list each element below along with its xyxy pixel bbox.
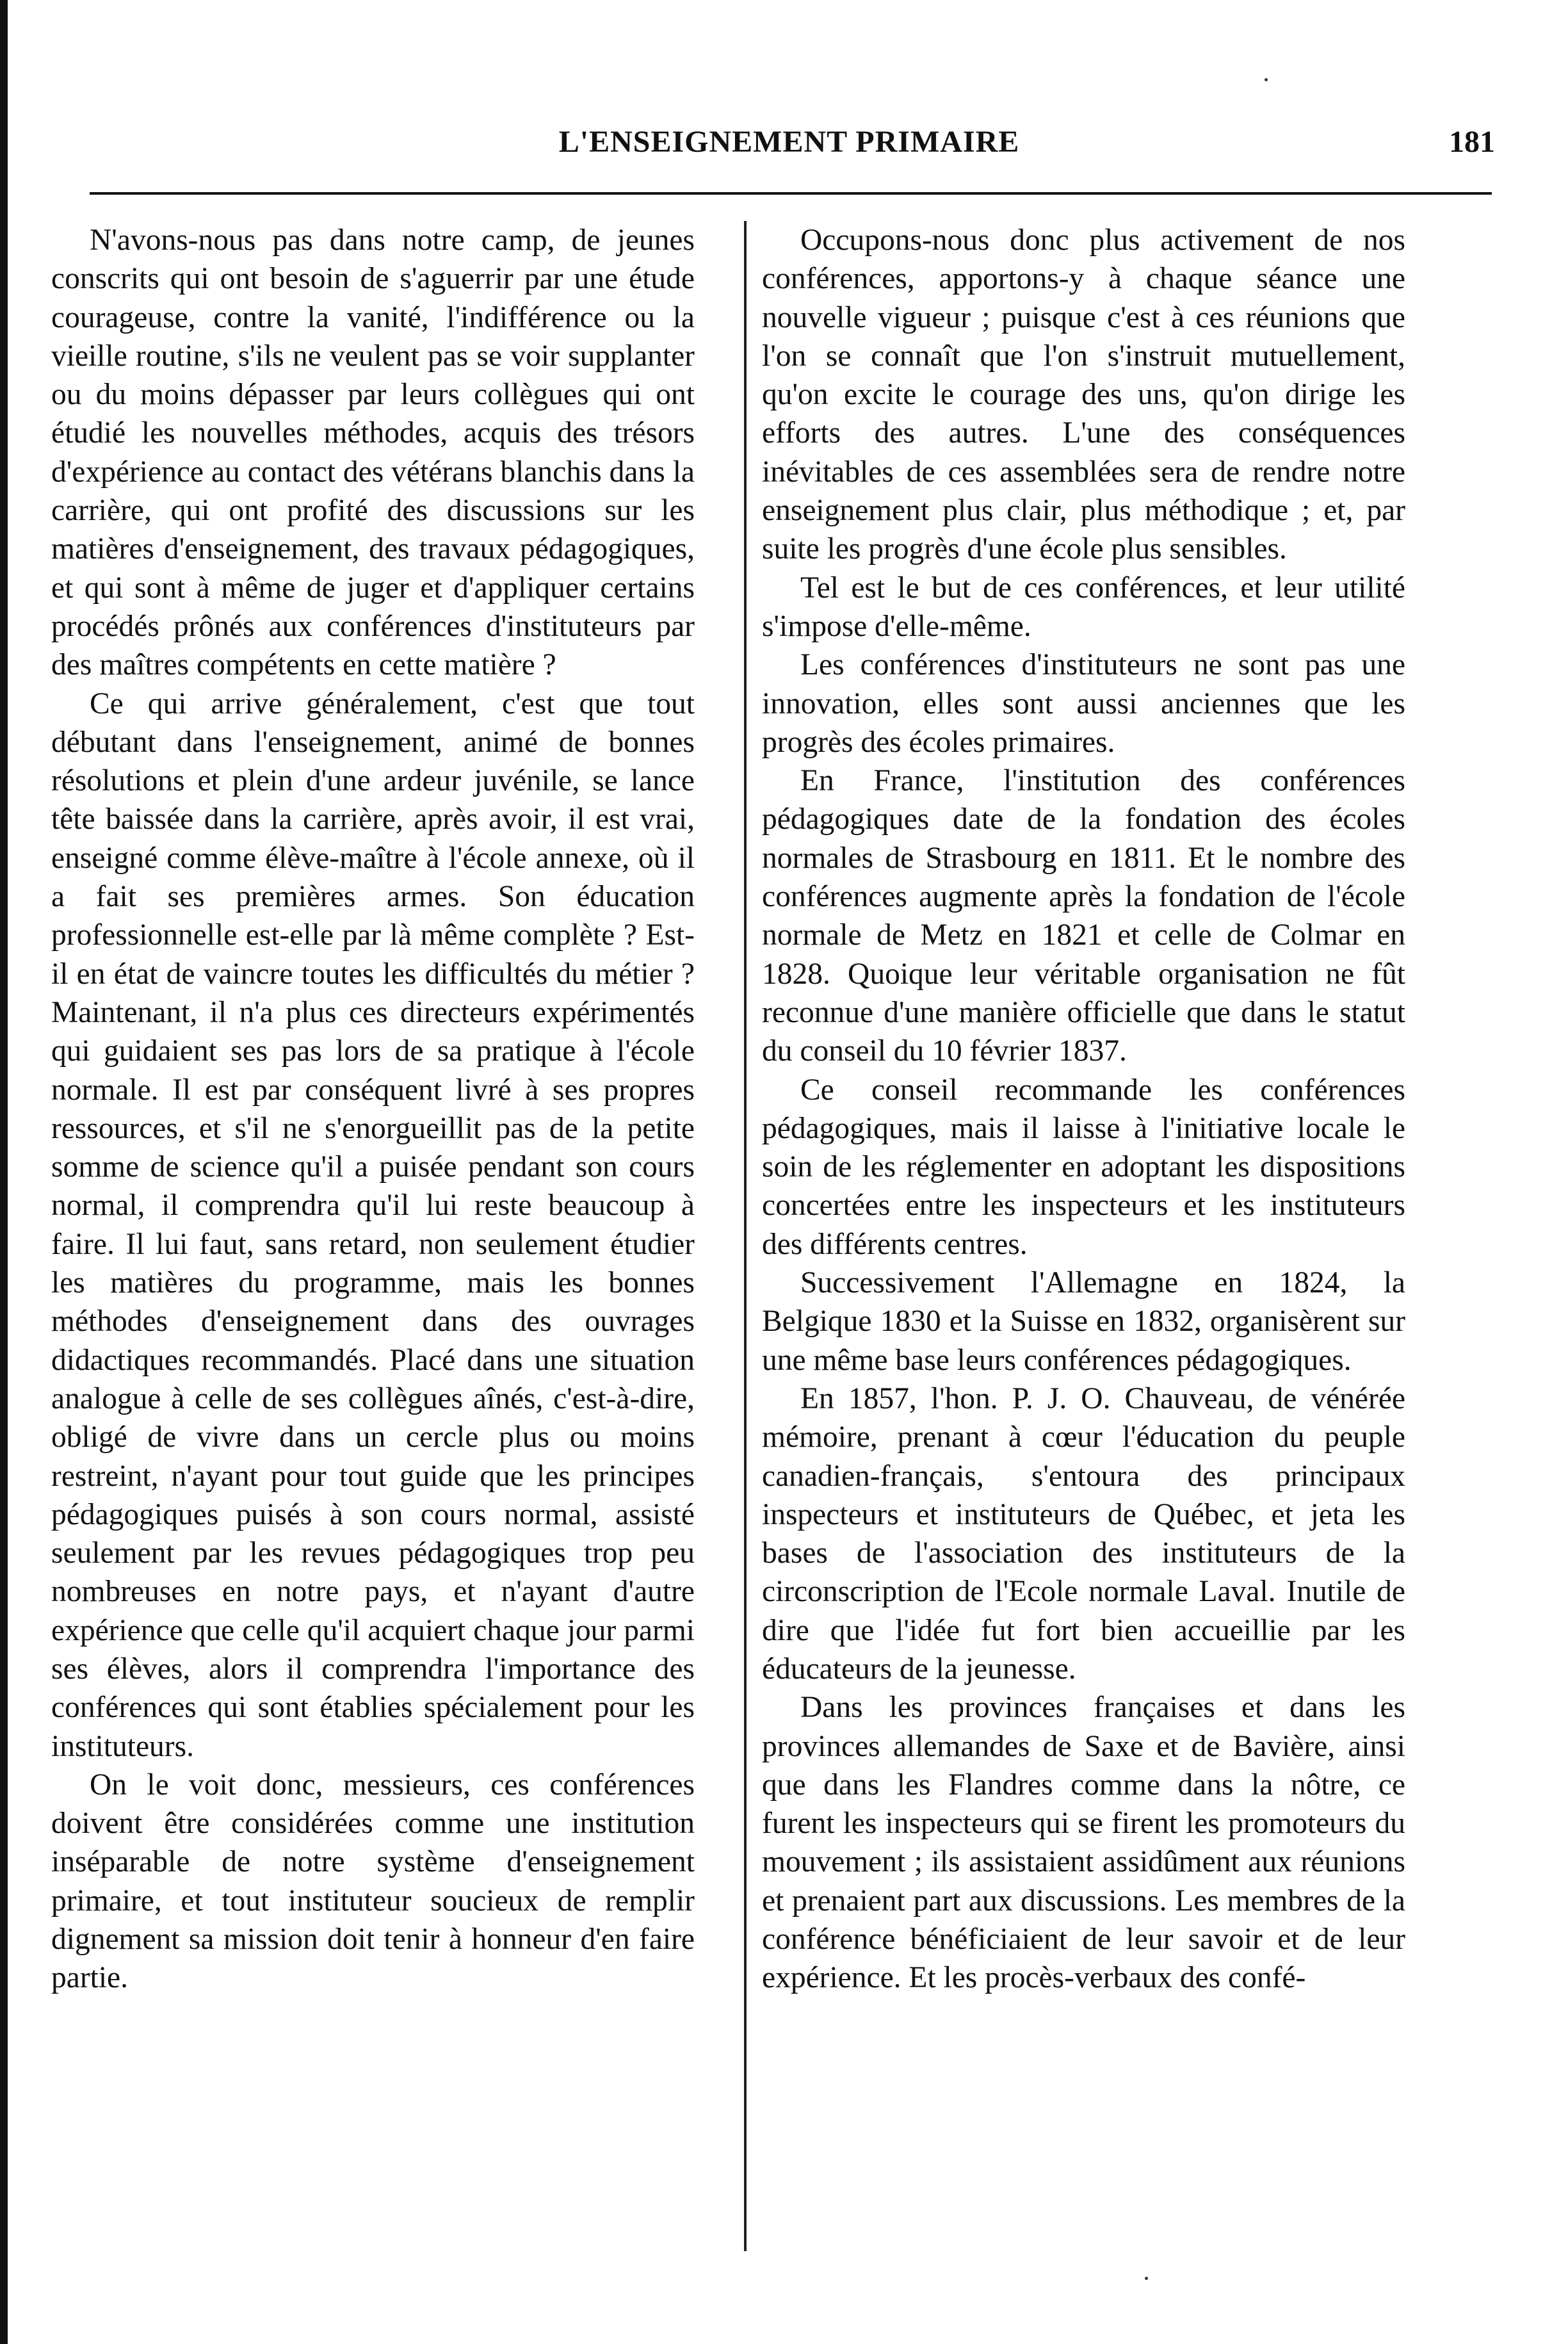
paragraph: Tel est le but de ces conférences, et leur utilité s'impose d'elle-même.	[762, 571, 1405, 643]
left-column	[51, 221, 695, 1998]
ink-speck	[1265, 78, 1268, 81]
paragraph: N'avons-nous pas dans notre camp, de jeunes conscrits qui ont besoin de s'aguerrir par une étude courageuse, contre la vanité, l'indifférence ou la vieille routine, s'ils ne veulent pas se voir supplanter ou du moins dépasser par leurs collègues qui ont étudié les nouvelles méthodes, acquis des trésors d'expérience au contact des vétérans blanchis dans la carrière, qui ont profité des discussions sur les matières d'enseignement, des travaux pédagogiques, et qui sont à même de juger et d'appliquer certains procédés prônés aux conférences d'instituteurs par des maîtres compétents en cette matière ?	[51, 224, 695, 682]
right-column	[762, 221, 1405, 1998]
paragraph: Les conférences d'instituteurs ne sont pas une innovation, elles sont aussi anciennes que les progrès des écoles primaires.	[762, 648, 1405, 759]
paragraph: En France, l'institution des conférences pédagogiques date de la fondation des écoles normales de Strasbourg en 1811. Et le nombre des conférences augmente après la fondation de l'école normale de Metz en 1821 et celle de Colmar en 1828. Quoique leur véritable organisation ne fût reconnue d'une manière officielle que dans le statut du conseil du 10 février 1837.	[762, 764, 1405, 1068]
paragraph: Occupons-nous donc plus activement de nos conférences, apportons-y à chaque séance une nouvelle vigueur ; puisque c'est à ces réunions que l'on se connaît que l'on s'instruit mutuellement, qu'on excite le courage des uns, qu'on dirige les efforts des autres. L'une des conséquences inévitables de ces assemblées sera de rendre notre enseignement plus clair, plus méthodique ; et, par suite les progrès d'une école plus sensibles.	[762, 224, 1405, 566]
paragraph: Ce conseil recommande les conférences pédagogiques, mais il laisse à l'initiative locale le soin de les réglementer en adoptant les dispositions concertées entre les inspecteurs et les instituteurs des différents centres.	[762, 1073, 1405, 1261]
running-title: L'ENSEIGNEMENT PRIMAIRE	[558, 125, 1020, 159]
paragraph: Ce qui arrive généralement, c'est que tout débutant dans l'enseignement, animé de bonnes résolutions et plein d'une ardeur juvénile, se lance tête baissée dans la carrière, après avoir, il est vrai, enseigné comme élève-maître à l'école annexe, où il a fait ses premières armes. Son éducation professionnelle est-elle par là même complète ? Est-il en état de vaincre toutes les difficultés du métier ? Maintenant, il n'a plus ces directeurs expérimentés qui guidaient ses pas lors de sa pratique à l'école normale. Il est par conséquent livré à ses propres ressources, et s'il ne s'enorgueillit pas de la petite somme de science qu'il a puisée pendant son cours normal, il comprendra qu'il lui reste beaucoup à faire. Il lui faut, sans retard, non seulement étudier les matières du programme, mais les bonnes méthodes d'enseignement dans des ouvrages didactiques recommandés. Placé dans une situation analogue à celle de ses collègues aînés, c'est-à-dire, obligé de vivre dans un cercle plus ou moins restreint, n'ayant pour tout guide que les principes pédagogiques puisés à son cours normal, assisté seulement par les revues pédagogiques trop peu nombreuses en notre pays, et n'ayant d'autre expérience que celle qu'il acquiert chaque jour parmi ses élèves, alors il comprendra l'importance des conférences qui sont établies spécialement pour les instituteurs.	[51, 687, 695, 1763]
paragraph: En 1857, l'hon. P. J. O. Chauveau, de vénérée mémoire, prenant à cœur l'éducation du peuple canadien-français, s'entoura des principaux inspecteurs et instituteurs de Québec, et jeta les bases de l'association des instituteurs de la circonscription de l'Ecole normale Laval. Inutile de dire que l'idée fut fort bien accueillie par les éducateurs de la jeunesse.	[762, 1381, 1405, 1686]
page-number: 181	[1449, 125, 1495, 159]
paragraph: Successivement l'Allemagne en 1824, la Belgique 1830 et la Suisse en 1832, organisèrent sur une même base leurs conférences pédagogiques.	[762, 1266, 1405, 1377]
ink-speck	[1145, 2277, 1148, 2280]
page-header	[83, 117, 1495, 174]
page-binding-edge	[0, 0, 8, 2344]
header-rule	[90, 192, 1492, 195]
column-divider	[744, 221, 747, 2251]
paragraph: Dans les provinces françaises et dans les provinces allemandes de Saxe et de Bavière, ainsi que dans les Flandres comme dans la nôtre, ce furent les inspecteurs qui se firent les promoteurs du mouvement ; ils assistaient assidûment aux réunions et prenaient part aux discussions. Les membres de la conférence bénéficiaient de leur savoir et de leur expérience. Et les procès-verbaux des confé-	[762, 1691, 1405, 1995]
paragraph: On le voit donc, messieurs, ces conférences doivent être considérées comme une institution inséparable de notre système d'enseignement primaire, et tout instituteur soucieux de remplir dignement sa mission doit tenir à honneur d'en faire partie.	[51, 1768, 695, 1995]
